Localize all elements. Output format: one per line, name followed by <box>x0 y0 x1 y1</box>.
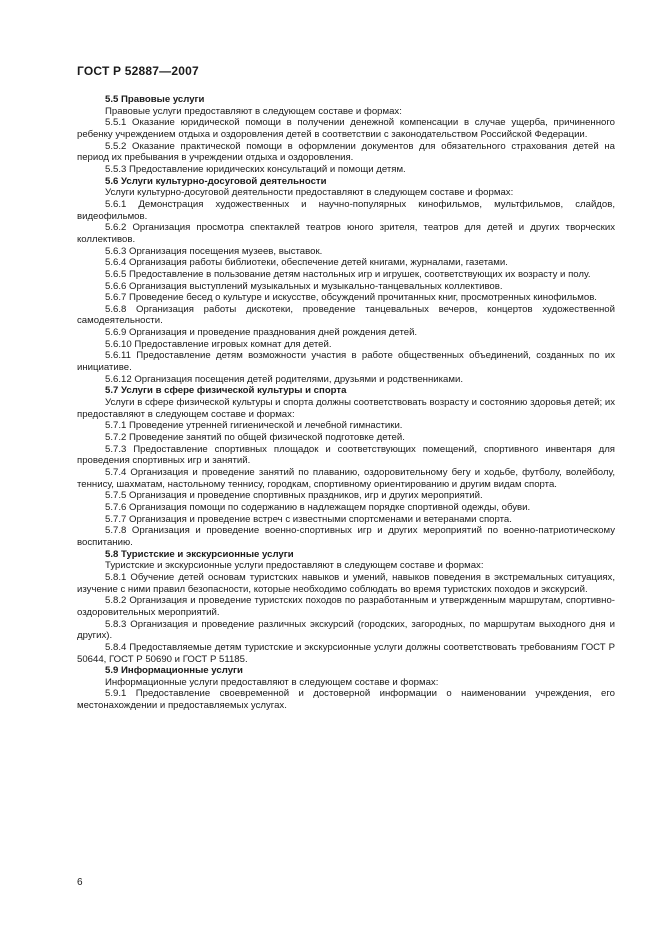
paragraph: 5.6.6 Организация выступлений музыкальных и музыкально-танцевальных коллективов. <box>105 280 503 292</box>
paragraph: 5.6.10 Предоставление игровых комнат для детей. <box>105 338 332 350</box>
paragraph: 5.8.2 Организация и проведение туристских походов по разработанным и утвержденным маршрутам, спортивно-оздоровительных мероприятий. <box>77 595 615 618</box>
paragraph: 5.5.3 Предоставление юридических консультаций и помощи детям. <box>105 163 406 175</box>
section-heading: 5.6 Услуги культурно-досуговой деятельности <box>105 175 327 187</box>
section-heading: 5.5 Правовые услуги <box>105 94 205 105</box>
paragraph: Услуги в сфере физической культуры и спорта должны соответствовать возрасту и состоянию здоровья детей; их предоставляют в следующем составе и формах: <box>77 397 615 420</box>
section-heading: 5.9 Информационные услуги <box>105 665 243 677</box>
paragraph: 5.7.1 Проведение утренней гигиенической и лечебной гимнастики. <box>105 420 403 432</box>
paragraph: 5.7.5 Организация и проведение спортивных праздников, игр и других мероприятий. <box>105 490 483 502</box>
paragraph: 5.7.3 Предоставление спортивных площадок и соответствующих помещений, спортивного инвентаря для проведения спортивных игр и занятий. <box>77 443 615 467</box>
paragraph: 5.6.2 Организация просмотра спектаклей театров юного зрителя, театров для детей и других творческих коллективов. <box>77 222 615 245</box>
paragraph: 5.6.9 Организация и проведение празднования дней рождения детей. <box>105 327 418 339</box>
page-number: 6 <box>77 877 83 888</box>
paragraph: 5.7.2 Проведение занятий по общей физической подготовке детей. <box>105 432 405 444</box>
document-body <box>77 94 615 712</box>
paragraph: 5.6.7 Проведение бесед о культуре и искусстве, обсуждений прочитанных книг, просмотренных кинофильмов. <box>105 292 597 304</box>
paragraph: 5.8.3 Организация и проведение различных экскурсий (городских, загородных, по маршрутам выходного дня и других). <box>77 618 615 642</box>
paragraph: Информационные услуги предоставляют в следующем составе и формах: <box>105 676 439 688</box>
paragraph: 5.6.8 Организация работы дискотеки, проведение танцевальных вечеров, концертов художественной самодеятельности. <box>77 303 615 327</box>
paragraph: 5.8.4 Предоставляемые детям туристские и экскурсионные услуги должны соответствовать требованиям ГОСТ Р 50644, ГОСТ Р 50690 и ГОСТ Р 51185. <box>77 641 615 665</box>
paragraph: 5.8.1 Обучение детей основам туристских навыков и умений, навыков поведения в экстремальных ситуациях, изучение с ними правил безопасности, которые необходимо соблюдать во время туристских походов и экскурсий. <box>77 571 615 595</box>
paragraph: 5.7.7 Организация и проведение встреч с известными спортсменами и ветеранами спорта. <box>105 513 512 525</box>
paragraph: 5.6.12 Организация посещения детей родителями, друзьями и родственниками. <box>105 373 463 385</box>
paragraph: 5.5.2 Оказание практической помощи в оформлении документов для обязательного страхования детей на период их пребывания в учреждении отдыха и оздоровления. <box>77 140 615 164</box>
paragraph: 5.7.8 Организация и проведение военно-спортивных игр и других мероприятий по военно-патриотическому воспитанию. <box>77 525 615 548</box>
paragraph: 5.6.4 Организация работы библиотеки, обеспечение детей книгами, журналами, газетами. <box>105 257 508 269</box>
paragraph: Правовые услуги предоставляют в следующем составе и формах: <box>105 105 402 117</box>
paragraph: Туристские и экскурсионные услуги предоставляют в следующем составе и формах: <box>105 560 484 572</box>
section-heading: 5.8 Туристские и экскурсионные услуги <box>105 548 294 560</box>
paragraph: 5.6.1 Демонстрация художественных и научно-популярных кинофильмов, мультфильмов, слайдов, видеофильмов. <box>77 198 615 222</box>
paragraph: 5.6.11 Предоставление детям возможности участия в работе общественных объединений, созданных по их инициативе. <box>77 350 615 374</box>
paragraph: 5.9.1 Предоставление своевременной и достоверной информации о наименовании учреждения, его местонахождении и предоставляемых услугах. <box>77 688 615 712</box>
paragraph: 5.5.1 Оказание юридической помощи в получении денежной компенсации в случае ущерба, причиненного ребенку учреждением отдыха и оздоровления детей в соответствии с законодательством Российской Федерации. <box>77 117 615 140</box>
paragraph: 5.7.4 Организация и проведение занятий по плаванию, оздоровительному бегу и ходьбе, футболу, волейболу, теннису, шахматам, настольному теннису, городкам, спортивному ориентированию и другим видам спорта. <box>77 467 615 490</box>
paragraph: 5.6.5 Предоставление в пользование детям настольных игр и игрушек, соответствующих их возрасту и полу. <box>105 268 591 280</box>
section-heading: 5.7 Услуги в сфере физической культуры и спорта <box>105 385 347 397</box>
paragraph: 5.6.3 Организация посещения музеев, выставок. <box>105 245 323 257</box>
paragraph: Услуги культурно-досуговой деятельности предоставляют в следующем составе и формах: <box>105 187 514 199</box>
document-code: ГОСТ Р 52887—2007 <box>77 64 199 78</box>
paragraph: 5.7.6 Организация помощи по содержанию в надлежащем порядке спортивной одежды, обуви. <box>105 501 531 513</box>
